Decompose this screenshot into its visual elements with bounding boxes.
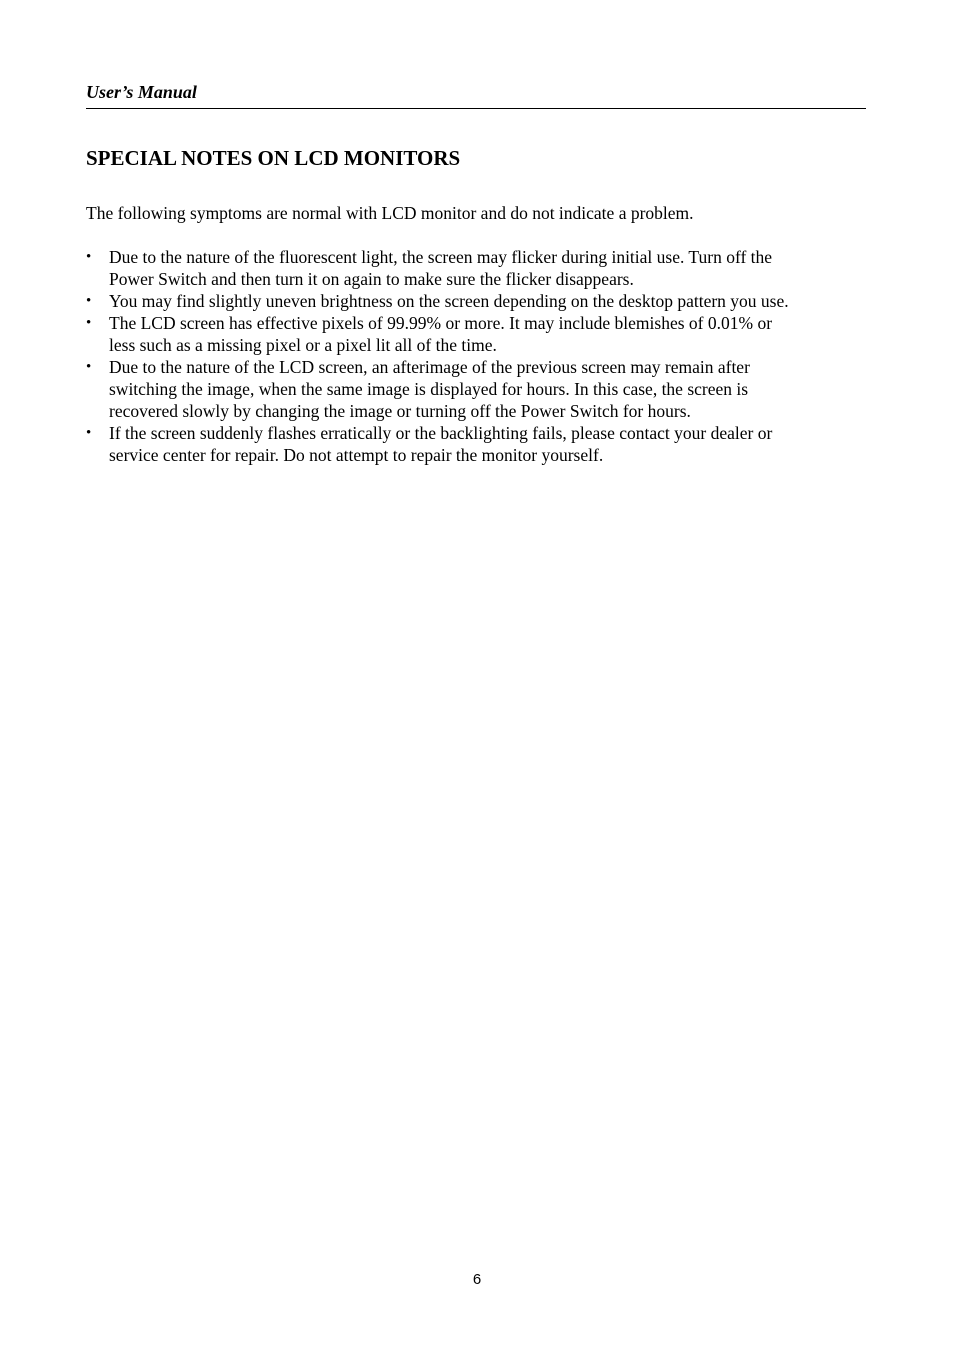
list-item-line: recovered slowly by changing the image or turning off the Power Switch for hours. bbox=[109, 401, 691, 421]
running-header bbox=[86, 81, 866, 109]
bullet-icon: • bbox=[86, 359, 92, 375]
list-item-line: The LCD screen has effective pixels of 99.99% or more. It may include blemishes of 0.01% or bbox=[109, 313, 773, 333]
list-item-line: Power Switch and then turn it on again to make sure the flicker disappears. bbox=[109, 269, 634, 289]
list-item-line: Due to the nature of the fluorescent light, the screen may flicker during initial use. Turn off the bbox=[109, 247, 773, 267]
list-item-line: switching the image, when the same image is displayed for hours. In this case, the screen is bbox=[109, 379, 749, 399]
running-header-title: User’s Manual bbox=[86, 82, 197, 102]
bullet-icon: • bbox=[86, 293, 92, 309]
intro-paragraph: The following symptoms are normal with LCD monitor and do not indicate a problem. bbox=[86, 203, 694, 223]
bullet-icon: • bbox=[86, 249, 92, 265]
page-title: SPECIAL NOTES ON LCD MONITORS bbox=[86, 146, 461, 170]
list-item-line: If the screen suddenly flashes erratically or the backlighting fails, please contact your dealer or bbox=[109, 423, 773, 443]
notes-list bbox=[86, 246, 866, 466]
list-item bbox=[86, 356, 866, 422]
list-item-line: Due to the nature of the LCD screen, an afterimage of the previous screen may remain after bbox=[109, 357, 750, 377]
list-item-line: less such as a missing pixel or a pixel lit all of the time. bbox=[109, 335, 497, 355]
list-item bbox=[86, 312, 866, 356]
list-item-line: You may find slightly uneven brightness on the screen depending on the desktop pattern you use. bbox=[109, 291, 789, 311]
list-item bbox=[86, 290, 866, 312]
page-number: 6 bbox=[472, 1271, 482, 1288]
list-item-line: service center for repair. Do not attempt to repair the monitor yourself. bbox=[109, 445, 604, 465]
bullet-icon: • bbox=[86, 425, 92, 441]
list-item bbox=[86, 246, 866, 290]
bullet-icon: • bbox=[86, 315, 92, 331]
list-item bbox=[86, 422, 866, 466]
